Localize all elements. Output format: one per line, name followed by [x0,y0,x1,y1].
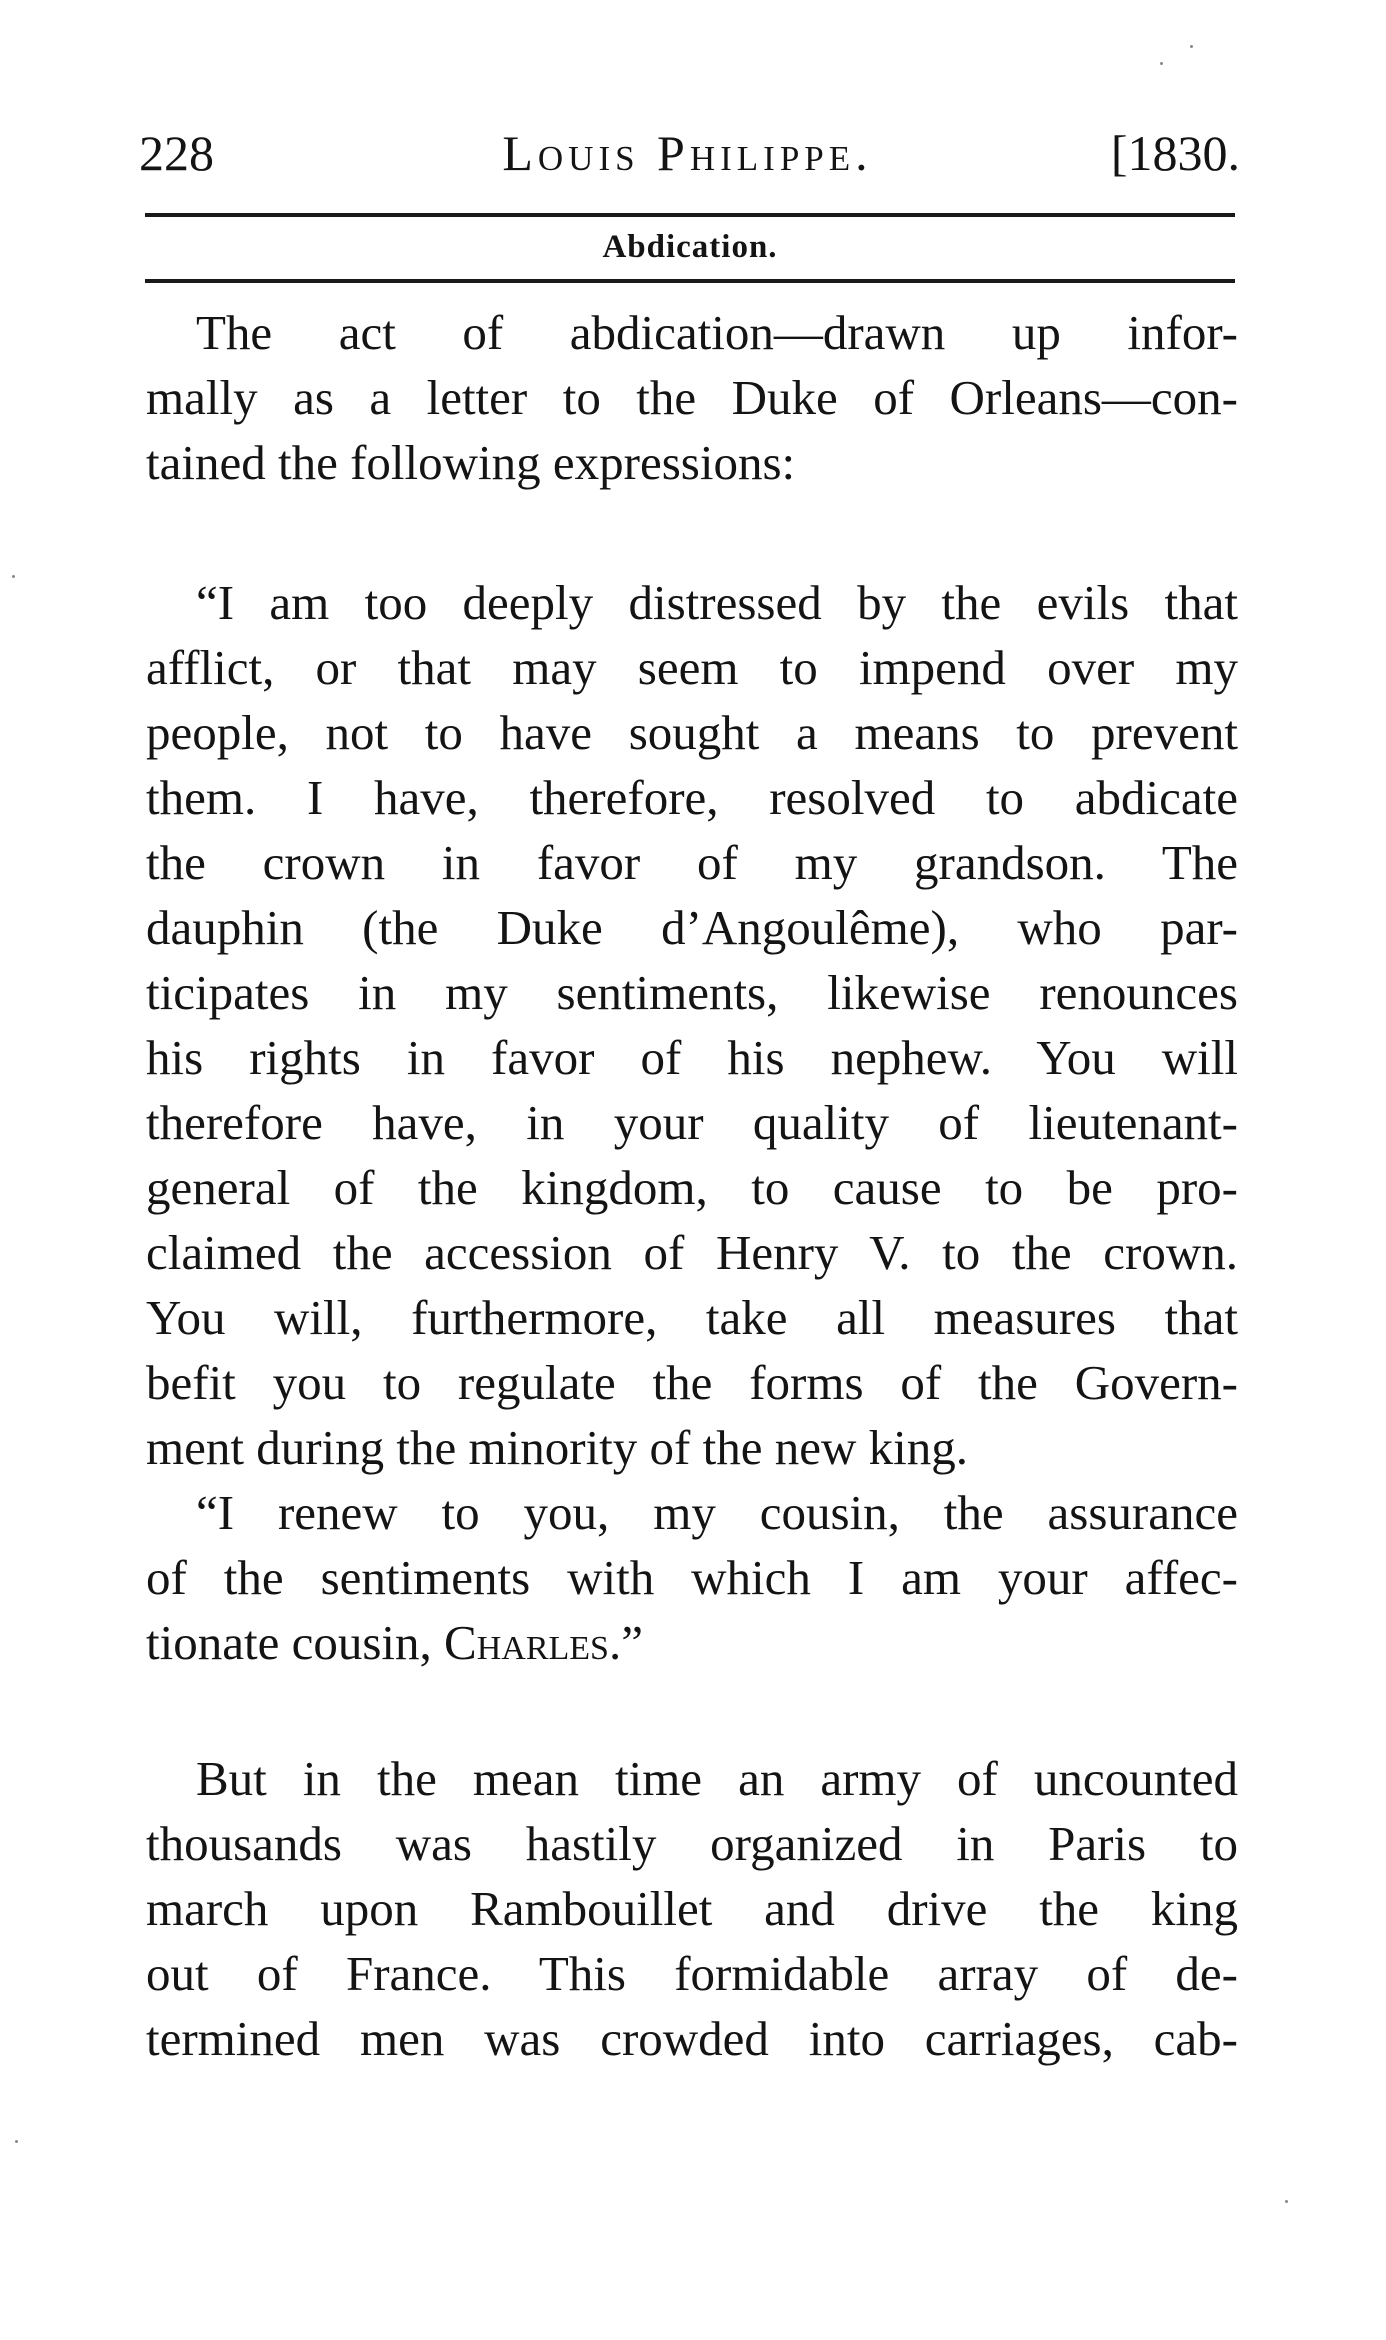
text-line: afflict, or that may seem to impend over my [146,640,1238,695]
text-line: dauphin (the Duke d’Angoulême), who par- [146,900,1238,955]
section-subhead: Abdication. [602,229,778,265]
text-line: “I am too deeply distressed by the evils that [196,575,1238,630]
text-line: termined men was crowded into carriages, cab- [146,2011,1238,2066]
paragraph-intro [146,300,1238,495]
text-line: The act of abdication—drawn up infor- [196,305,1238,360]
signoff-line [146,1610,1238,1675]
paper-speck [1190,45,1193,48]
text-line: the crown in favor of my grandson. The [146,835,1238,890]
text-line: his rights in favor of his nephew. You will [146,1030,1238,1085]
header-rule-top [145,213,1235,217]
text-line: But in the mean time an army of uncounted [196,1751,1238,1806]
text-line: ticipates in my sentiments, likewise renounces [146,965,1238,1020]
signature: Charles.” [444,1615,643,1670]
text-line: tained the following expressions: [146,435,796,490]
text-line: ment during the minority of the new king. [146,1420,968,1475]
text-line: of the sentiments with which I am your affec- [146,1550,1238,1605]
paper-speck [1285,2200,1288,2203]
text-line: mally as a letter to the Duke of Orleans—con- [146,370,1238,425]
running-year: [1830. [1110,125,1240,181]
paper-speck [12,575,15,578]
text-line: befit you to regulate the forms of the Govern- [146,1355,1238,1410]
text-line: them. I have, therefore, resolved to abdicate [146,770,1238,825]
running-title: Louis Philippe. [502,125,873,181]
text-line: general of the kingdom, to cause to be pro- [146,1160,1238,1215]
text-line: You will, furthermore, take all measures that [146,1290,1238,1345]
text-line: people, not to have sought a means to prevent [146,705,1238,760]
paper-speck [1160,62,1163,65]
text-line: thousands was hastily organized in Paris to [146,1816,1238,1871]
text-line: march upon Rambouillet and drive the king [146,1881,1238,1936]
text-line: therefore have, in your quality of lieutenant- [146,1095,1238,1150]
page-header [135,118,1240,188]
text-line: claimed the accession of Henry V. to the crown. [146,1225,1238,1280]
paper-speck [15,2140,18,2143]
paragraph-army [146,1746,1238,2071]
text-line: out of France. This formidable array of de- [146,1946,1238,2001]
text-line: “I renew to you, my cousin, the assurance [196,1485,1238,1540]
page-number: 228 [139,125,214,181]
header-rule-bottom [145,279,1235,283]
quotation-letter [146,570,1238,1675]
closing-text: tionate cousin, [146,1615,432,1670]
